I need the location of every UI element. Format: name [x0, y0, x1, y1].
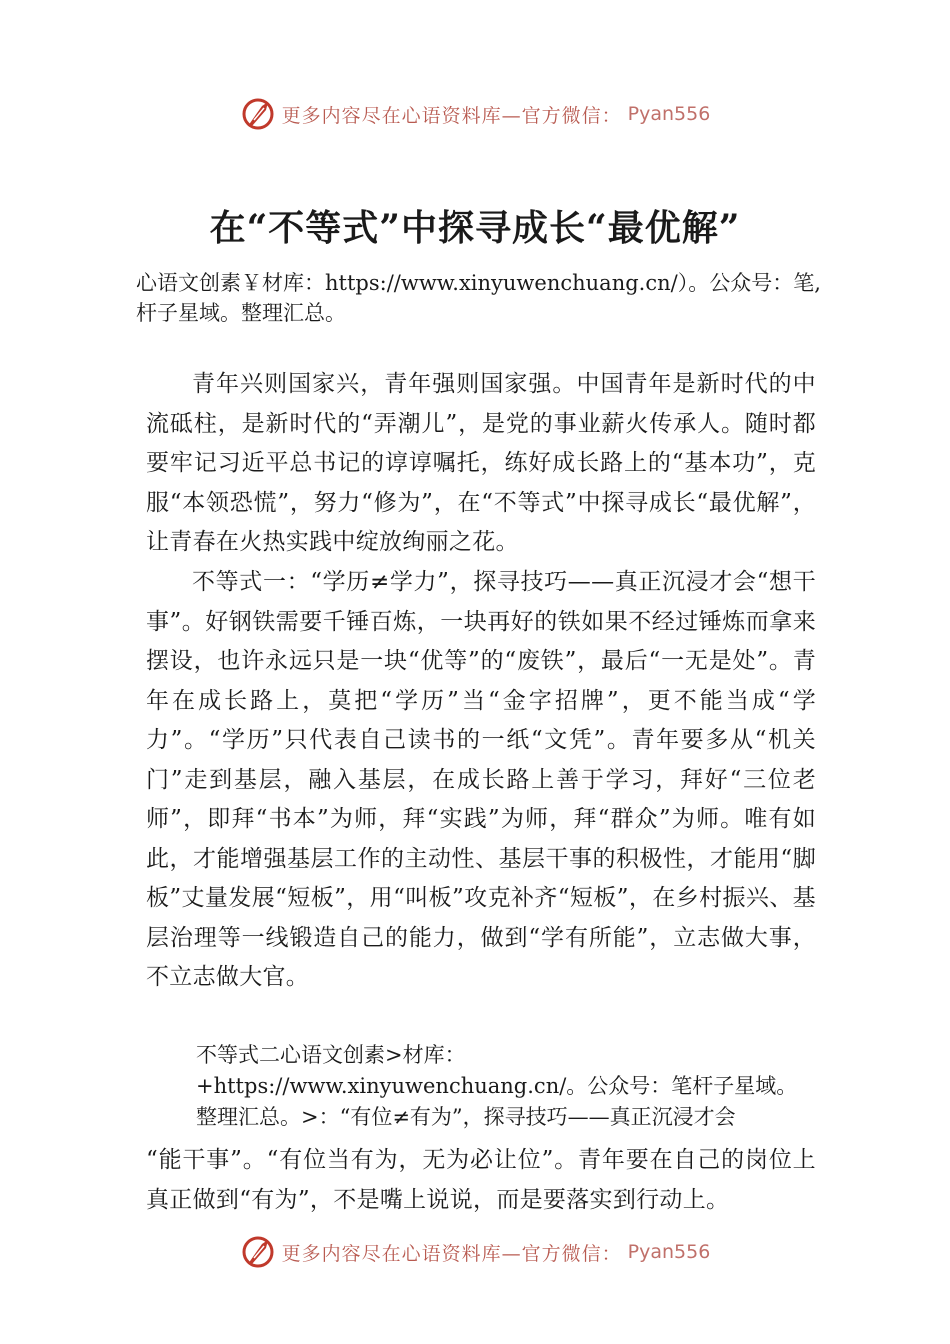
paragraph-inequality-two-head: 不等式二心语文创素>材库：+https://www.xinyuwenchuang.cn/。公众号：笔杆子星域。整理汇总。>：“有位≠有为”，探寻技巧——真正沉浸才会 [196, 1043, 798, 1129]
page-title: 在“不等式”中探寻成长“最优解” [209, 207, 741, 249]
quill-pen-logo-icon [240, 1234, 276, 1270]
paragraph-inequality-two-body: “能干事”。“有位当有为，无为必让位”。青年要在自己的岗位上真正做到“有为”，不是嘴上说说，而是要落实到行动上。 [146, 1147, 816, 1213]
header-watermark-banner [0, 96, 950, 132]
footer-watermark-banner [0, 1234, 950, 1270]
banner-handle: Pyan556 [627, 103, 711, 125]
banner-text: 更多内容尽在心语资料库—官方微信： [281, 1242, 622, 1265]
source-note: 心语文创素￥材库：https://www.xinyuwenchuang.cn/）。公众号：笔,杆子星域。整理汇总。 [136, 271, 821, 325]
banner-text: 更多内容尽在心语资料库—官方微信： [281, 104, 622, 127]
paragraph-inequality-one: 不等式一：“学历≠学力”，探寻技巧——真正沉浸才会“想干事”。好钢铁需要千锤百炼，一块再好的铁如果不经过锤炼而拿来摆设，也许永远只是一块“优等”的“废铁”，最后“一无是处”。青年在成长路上，莫把“学历”当“金字招牌”，更不能当成“学力”。“学历”只代表自己读书的一纸“文凭”。青年要多从“机关门”走到基层，融入基层，在成长路上善于学习，拜好“三位老师”，即拜“书本”为师，拜“实践”为师，拜“群众”为师。唯有如此，才能增强基层工作的主动性、基层干事的积极性，才能用“脚板”丈量发展“短板”，用“叫板”攻克补齐“短板”，在乡村振兴、基层治理等一线锻造自己的能力，做到“学有所能”，立志做大事，不立志做大官。 [146, 569, 816, 990]
banner-handle: Pyan556 [627, 1241, 711, 1263]
quill-pen-logo-icon [240, 96, 276, 132]
paragraph-intro: 青年兴则国家兴，青年强则国家强。中国青年是新时代的中流砥柱，是新时代的“弄潮儿”，是党的事业薪火传承人。随时都要牢记习近平总书记的谆谆嘱托，练好成长路上的“基本功”，克服“本领恐慌”，努力“修为”，在“不等式”中探寻成长“最优解”，让青春在火热实践中绽放绚丽之花。 [146, 371, 816, 555]
